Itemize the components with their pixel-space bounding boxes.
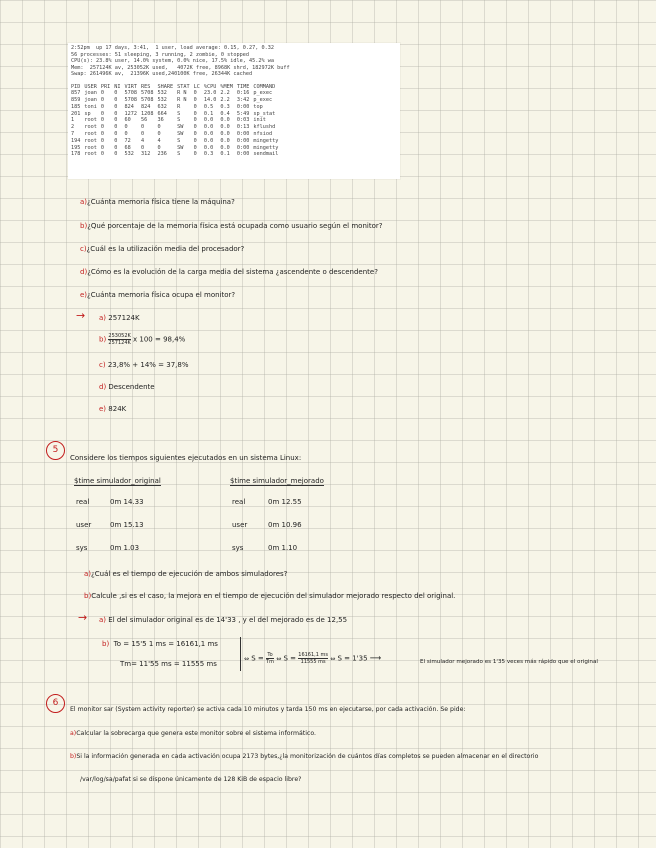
table-cell: mingetty — [253, 144, 279, 151]
fraction-denominator: 11555 ms — [300, 659, 326, 665]
question-text: ¿Cuál es el tiempo de ejecución de ambos simuladores? — [91, 570, 288, 578]
table-cell: 4 — [157, 137, 161, 144]
table-cell: 5:49 — [236, 110, 250, 117]
table-cell: 0.0 — [203, 124, 214, 131]
table-cell: 824 — [141, 103, 151, 110]
answer-label: a) — [99, 616, 107, 624]
answer-text: x 100 = 98,4% — [133, 335, 186, 344]
table-cell: sp_stat — [253, 110, 276, 117]
q4-answer-e — [99, 405, 126, 413]
table-cell: 0.3 — [220, 103, 230, 110]
q6-question-a — [70, 730, 316, 737]
column-header: PID — [71, 83, 81, 90]
q5-answer-b-line1 — [102, 640, 218, 648]
terminal-line: Swap: 261496K av, 21396K used,240100K free, 26344K cached — [71, 71, 253, 77]
question-label: e) — [80, 291, 88, 299]
table-cell: R N — [177, 97, 187, 104]
table-cell: 0.3 — [203, 151, 214, 158]
table-cell: 1272 — [124, 110, 137, 117]
table-cell: 0 — [114, 103, 118, 110]
q5-question-a — [84, 570, 287, 578]
table-cell: mingetty — [253, 137, 279, 144]
q4-answer-a — [99, 314, 140, 322]
q5-row-key: sys — [76, 544, 88, 552]
table-cell: 72 — [124, 137, 131, 144]
question-label: b) — [80, 222, 88, 230]
table-cell: kflushd — [253, 124, 276, 131]
table-row — [71, 151, 282, 158]
table-cell: 7 — [71, 131, 75, 138]
table-cell: joan — [84, 97, 97, 104]
table-cell: 0 — [114, 97, 118, 104]
question-text: Calcular la sobrecarga que genera este monitor sobre el sistema informático. — [76, 730, 316, 737]
question-text: ¿Cuál es la utilización media del procesador? — [86, 245, 245, 253]
table-cell: 0 — [100, 97, 104, 104]
table-cell: 3:42 — [236, 97, 250, 104]
table-cell: 532 — [157, 90, 167, 97]
table-cell: S — [177, 137, 181, 144]
q4-question-e — [80, 291, 235, 299]
fraction — [108, 333, 130, 346]
table-cell: 5708 — [141, 97, 154, 104]
q4-question-b — [80, 222, 382, 230]
table-cell: 0 — [114, 151, 118, 158]
table-cell: 0 — [193, 97, 197, 104]
q5-row-key: user — [76, 521, 92, 529]
table-cell: 0 — [124, 124, 128, 131]
table-cell: R N — [177, 90, 187, 97]
table-cell: 5708 — [124, 97, 137, 104]
table-cell: 68 — [124, 144, 131, 151]
column-header: COMMAND — [253, 83, 276, 90]
table-cell: 0.0 — [203, 144, 214, 151]
table-cell: 0 — [193, 103, 197, 110]
table-row — [71, 90, 282, 97]
table-cell: 1208 — [141, 110, 154, 117]
table-cell: 0 — [157, 131, 161, 138]
table-cell: nfsiod — [253, 131, 273, 138]
answer-text: To = 15'5 1 ms = 16161,1 ms — [113, 640, 218, 648]
answer-text: El del simulador original es de 14'33 , y el del mejorado es de 12,55 — [108, 616, 348, 624]
table-cell: 0 — [193, 137, 197, 144]
table-cell: 632 — [157, 103, 167, 110]
table-cell: 0 — [193, 151, 197, 158]
table-cell: p_exec — [253, 97, 273, 104]
terminal-line: 56 processes: 51 sleeping, 3 running, 2 zombie, 0 stopped — [71, 51, 250, 58]
table-cell: SW — [177, 144, 184, 151]
table-row — [71, 117, 282, 124]
table-cell: SW — [177, 124, 184, 131]
table-cell: 0.0 — [203, 131, 214, 138]
table-cell: R — [177, 103, 181, 110]
table-cell: 0:00 — [236, 137, 250, 144]
table-cell: 2.2 — [220, 97, 230, 104]
column-header: %CPU — [203, 83, 217, 90]
table-row — [71, 138, 282, 145]
fraction-numerator: 253052K — [108, 333, 131, 339]
question-text: ¿Cuánta memoria física tiene la máquina? — [87, 198, 235, 206]
table-cell: 0.0 — [220, 131, 230, 138]
table-cell: 0.0 — [220, 124, 230, 131]
table-cell: 0.4 — [220, 110, 230, 117]
table-cell: 0:00 — [236, 131, 250, 138]
table-cell: init — [253, 117, 266, 124]
table-cell: 0 — [114, 131, 118, 138]
answer-text: 23,8% + 14% = 37,8% — [107, 361, 189, 369]
table-cell: 0 — [193, 117, 197, 124]
table-cell: 532 — [157, 97, 167, 104]
table-cell: 0 — [157, 144, 161, 151]
q6-question-b — [70, 753, 538, 760]
answer-text: 824K — [108, 405, 127, 413]
terminal-line: 2:52pm up 17 days, 3:41, 1 user, load average: 0.15, 0.27, 0.32 — [71, 45, 275, 51]
table-cell: SW — [177, 131, 184, 138]
table-cell: 312 — [141, 151, 151, 158]
table-cell: 0 — [100, 137, 104, 144]
answer-label: a) — [99, 314, 107, 322]
table-cell: S — [177, 117, 181, 124]
q6-question-b-cont: /var/log/sa/pafat si se dispone únicamente de 128 KiB de espacio libre? — [80, 776, 302, 783]
table-cell: 4 — [141, 137, 145, 144]
table-cell: 0:16 — [236, 90, 250, 97]
table-cell: 236 — [157, 151, 167, 158]
column-header: SHARE — [157, 83, 174, 90]
q5-row-key: real — [232, 498, 246, 506]
column-header: LC — [193, 83, 200, 90]
table-cell: 0 — [114, 90, 118, 97]
fraction-numerator: To — [267, 652, 273, 658]
table-cell: 0 — [100, 110, 104, 117]
arrow-right-icon: → — [78, 611, 88, 624]
table-cell: 0.0 — [220, 117, 230, 124]
terminal-screenshot — [68, 43, 400, 179]
column-header: TIME — [236, 83, 250, 90]
column-header: STAT — [177, 83, 190, 90]
q5-row-value: 0m 15.13 — [110, 521, 144, 529]
table-cell: 0.0 — [220, 137, 230, 144]
col-title-text: $time simulador_mejorado — [230, 477, 324, 485]
table-cell: 0:00 — [236, 151, 250, 158]
table-cell: 14.0 — [203, 97, 217, 104]
fraction-denominator: Tm — [266, 659, 274, 665]
q5-row-value: 0m 1.10 — [268, 544, 298, 552]
table-cell: root — [84, 131, 97, 138]
question-label: a) — [80, 198, 88, 206]
table-cell: root — [84, 144, 97, 151]
table-cell: root — [84, 117, 97, 124]
column-header: %MEM — [220, 83, 233, 90]
column-header: VIRT — [124, 83, 137, 90]
q5-conclusion: El simulador mejorado es 1'35 veces más rápido que el original — [420, 659, 598, 665]
table-cell: 0 — [100, 124, 104, 131]
table-row — [71, 104, 282, 111]
fraction — [266, 652, 274, 665]
table-cell: 824 — [124, 103, 134, 110]
table-cell: 0:00 — [236, 144, 250, 151]
process-table-header — [71, 84, 282, 91]
table-cell: 0.0 — [203, 117, 214, 124]
question-number-6: 6 — [46, 694, 65, 713]
q4-question-c — [80, 245, 244, 253]
q4-question-a — [80, 198, 235, 206]
terminal-line: CPU(s): 23.8% user, 14.0% system, 0.0% nice, 17.5% idle, 45.2% wa — [71, 58, 275, 64]
table-cell: 0 — [141, 124, 145, 131]
table-cell: root — [84, 151, 97, 158]
q5-row-value: 0m 14.33 — [110, 498, 144, 506]
table-cell: 0 — [100, 103, 104, 110]
table-cell: 5708 — [141, 90, 154, 97]
table-cell: 0 — [100, 144, 104, 151]
table-cell: 0 — [193, 90, 197, 97]
question-label: b) — [70, 753, 77, 760]
table-cell: 0 — [193, 131, 197, 138]
fraction-numerator: 16161,1 ms — [298, 652, 329, 658]
table-cell: 36 — [157, 117, 164, 124]
answer-label: e) — [99, 405, 107, 413]
table-cell: 194 — [71, 137, 81, 144]
q5-row-value: 0m 1.03 — [110, 544, 140, 552]
table-row — [71, 97, 282, 104]
table-cell: joan — [84, 90, 97, 97]
table-cell: root — [84, 137, 97, 144]
table-cell: 0 — [100, 131, 104, 138]
q5-row-key: user — [232, 521, 248, 529]
fraction-denominator: 257124K — [108, 340, 131, 346]
q4-answer-c — [99, 361, 189, 369]
question-text: ¿Cómo es la evolución de la carga media del sistema ¿ascendente o descendente? — [87, 268, 378, 276]
q5-question-b — [84, 592, 455, 600]
table-cell: 23.0 — [203, 90, 217, 97]
answer-label: c) — [99, 361, 106, 369]
table-cell: 664 — [157, 110, 167, 117]
table-cell: 0 — [141, 131, 145, 138]
table-cell: 0 — [141, 144, 145, 151]
column-header: RES — [141, 83, 151, 90]
table-cell: 0 — [100, 151, 104, 158]
column-header: USER — [84, 83, 97, 90]
table-cell: 0 — [100, 90, 104, 97]
q5-row-value: 0m 12.55 — [268, 498, 302, 506]
q5-row-key: sys — [232, 544, 244, 552]
answer-text: Descendente — [108, 383, 155, 391]
q4-answer-d — [99, 383, 155, 391]
table-cell: p_exec — [253, 90, 273, 97]
table-cell: 0 — [114, 124, 118, 131]
q5-col2-title — [230, 477, 324, 485]
table-cell: top — [253, 103, 263, 110]
table-cell: 857 — [71, 90, 81, 97]
column-header: NI — [114, 83, 121, 90]
table-cell: 0.0 — [220, 144, 230, 151]
table-cell: 0.1 — [203, 110, 214, 117]
question-text: Si la información generada en cada activación ocupa 2173 bytes,¿la monitorización de cuántos días completos se pueden almacenar en el directorio — [76, 753, 539, 760]
question-label: a) — [84, 570, 92, 578]
table-cell: 60 — [124, 117, 131, 124]
table-cell: sp — [84, 110, 91, 117]
question-label: c) — [80, 245, 87, 253]
question-text: Calcule ,si es el caso, la mejora en el tiempo de ejecución del simulador mejorado respecto del original. — [91, 592, 456, 600]
table-row — [71, 111, 282, 118]
table-cell: S — [177, 110, 181, 117]
q5-row-value: 0m 10.96 — [268, 521, 302, 529]
table-cell: 0:13 — [236, 124, 250, 131]
question-text: ¿Qué porcentaje de la memoria física está ocupada como usuario según el monitor? — [87, 222, 383, 230]
table-cell: 195 — [71, 144, 81, 151]
q5-answer-b-formula: ⇔ S = $\frac{To}{Tm}$ ⇔ S = $\frac{16161,1 ms}{11555 ms}$ ⇔ S = 1'35 ⟶ — [244, 652, 382, 665]
answer-label: d) — [99, 383, 107, 391]
table-cell: 0 — [193, 124, 197, 131]
formula-text: S = — [283, 654, 297, 663]
table-cell: 859 — [71, 97, 81, 104]
formula-text: S = 1'35 — [337, 654, 368, 663]
q6-intro: El monitor sar (System activity reporter) se activa cada 10 minutos y tarda 150 ms en ejecutarse, por cada activación. Se pide: — [70, 706, 466, 713]
question-label: a) — [70, 730, 77, 737]
table-cell: 201 — [71, 110, 81, 117]
table-cell: 5708 — [124, 90, 137, 97]
table-cell: 0 — [114, 110, 118, 117]
table-row — [71, 131, 282, 138]
table-cell: 0 — [157, 124, 161, 131]
arrow-right-icon: → — [76, 309, 86, 322]
terminal-line: Mem: 257124K av, 253052K used, 4072K free, 8968K shrd, 182972K buff — [71, 64, 290, 71]
brace-divider — [236, 637, 241, 671]
q5-intro: Considere los tiempos siguientes ejecutados en un sistema Linux: — [70, 454, 302, 462]
process-table — [71, 84, 282, 159]
table-cell: 0.1 — [220, 151, 230, 158]
question-text: ¿Cuánta memoria física ocupa el monitor? — [87, 291, 236, 299]
table-cell: 2 — [71, 124, 75, 131]
table-cell: root — [84, 124, 97, 131]
q5-col1-title — [74, 477, 161, 485]
fraction — [298, 652, 328, 665]
question-label: b) — [84, 592, 92, 600]
table-cell: sendmail — [253, 151, 279, 158]
table-cell: 1 — [71, 117, 75, 124]
table-cell: 2.2 — [220, 90, 230, 97]
table-cell: 0.0 — [203, 137, 214, 144]
answer-text: 257124K — [108, 314, 140, 322]
table-cell: 0 — [114, 137, 118, 144]
table-cell: 178 — [71, 151, 81, 158]
table-cell: 0:03 — [236, 117, 250, 124]
table-cell: 185 — [71, 103, 81, 110]
formula-text: S = — [251, 654, 264, 663]
table-cell: 56 — [141, 117, 148, 124]
table-cell: 0 — [114, 144, 118, 151]
table-row — [71, 124, 282, 131]
q4-question-d — [80, 268, 378, 276]
col-title-text: $time simulador_original — [74, 477, 161, 485]
table-cell: 0 — [193, 110, 197, 117]
table-cell: toni — [84, 103, 97, 110]
table-cell: 532 — [124, 151, 134, 158]
q5-answer-b-line2: Tm= 11'55 ms = 11555 ms — [120, 660, 217, 668]
q5-row-key: real — [76, 498, 90, 506]
table-cell: 0 — [124, 131, 128, 138]
table-cell: 0 — [100, 117, 104, 124]
table-row — [71, 145, 282, 152]
question-label: d) — [80, 268, 88, 276]
table-cell: S — [177, 151, 181, 158]
table-cell: 0.5 — [203, 103, 214, 110]
column-header: PRI — [100, 83, 111, 90]
answer-label: b) — [99, 335, 107, 344]
answer-label: b) — [102, 640, 110, 648]
table-cell: 0 — [114, 117, 118, 124]
q4-answer-b — [99, 333, 185, 346]
question-number-5: 5 — [46, 441, 65, 460]
table-cell: 0 — [193, 144, 197, 151]
q5-answer-a — [99, 616, 347, 624]
table-cell: 0:00 — [236, 103, 250, 110]
